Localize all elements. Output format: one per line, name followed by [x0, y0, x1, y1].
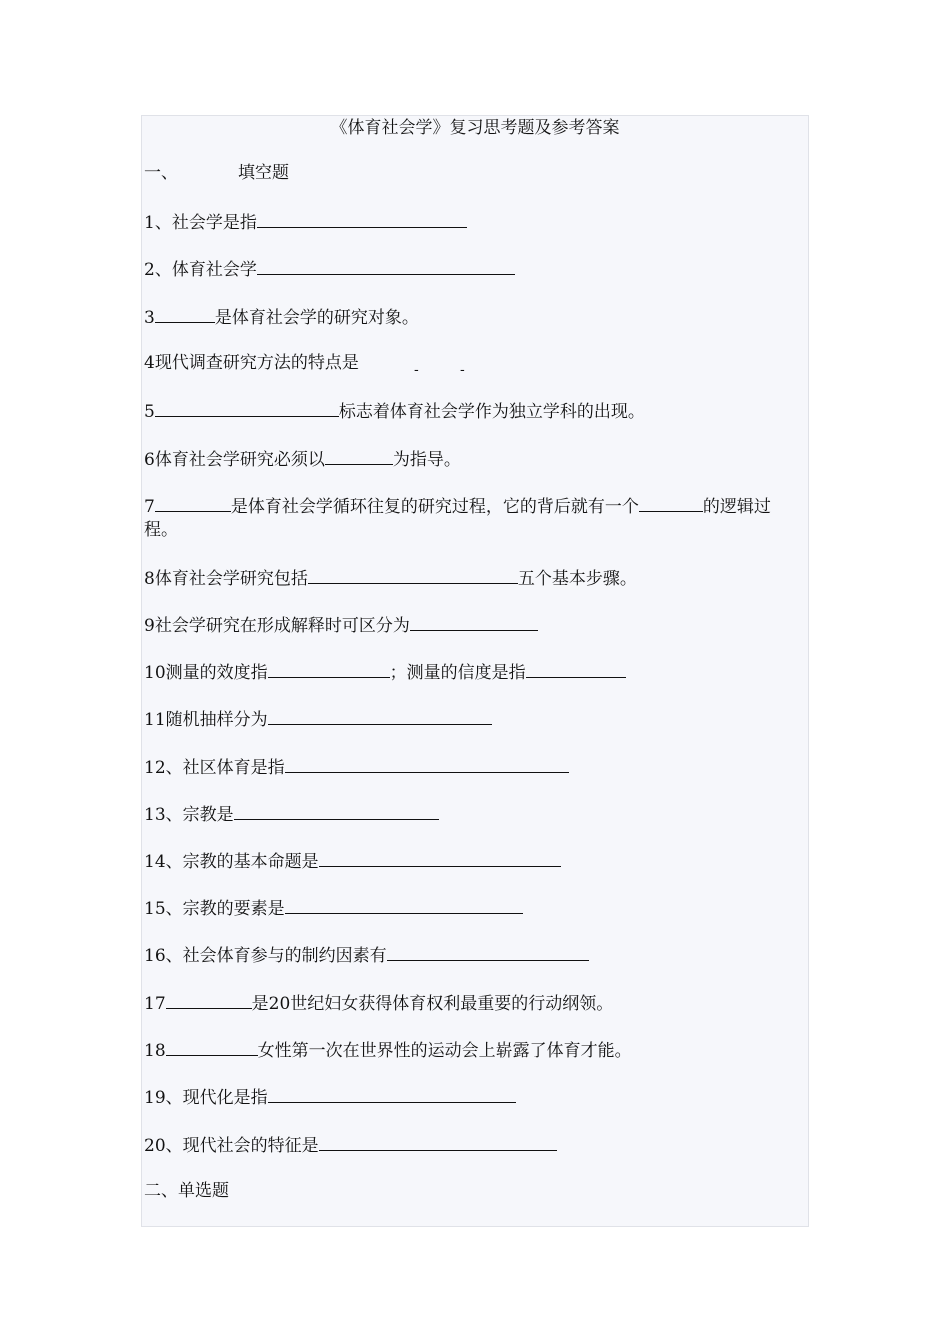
document-title: 《体育社会学》复习思考题及参考答案	[330, 118, 620, 138]
question-text: 14、宗教的基本命题是	[144, 852, 319, 872]
question-text: 1、社会学是指	[144, 213, 257, 233]
question-text: 3	[144, 308, 155, 328]
question-text: ；测量的信度是指	[389, 663, 526, 683]
answer-blank[interactable]	[410, 612, 538, 631]
question-text: 为指导。	[392, 450, 461, 470]
answer-blank[interactable]	[285, 895, 523, 914]
question-text: 12、社区体育是指	[144, 758, 285, 778]
question-text: 17	[144, 994, 166, 1014]
question-text: 女性第一次在世界性的运动会上崭露了体育才能。	[257, 1041, 632, 1061]
answer-blank[interactable]	[166, 990, 252, 1009]
answer-blank[interactable]	[155, 398, 339, 417]
question-text: 程。	[144, 520, 178, 540]
question-6	[144, 446, 461, 472]
section-single-choice: 二、单选题	[144, 1181, 229, 1201]
question-text: 7	[144, 497, 155, 517]
question-text: 19、现代化是指	[144, 1088, 268, 1108]
section-label: 填空题	[238, 163, 289, 183]
question-text: 是20世纪妇女获得体育权利最重要的行动纲领。	[251, 994, 614, 1014]
question-text: 18	[144, 1041, 166, 1061]
question-2	[144, 256, 515, 282]
answer-blank[interactable]	[155, 304, 215, 323]
question-text: 15、宗教的要素是	[144, 899, 285, 919]
question-text: 13、宗教是	[144, 805, 234, 825]
answer-blank[interactable]	[639, 493, 703, 512]
question-text: 10测量的效度指	[144, 663, 268, 683]
question-3	[144, 304, 419, 330]
section-fill-blank	[144, 161, 289, 185]
answer-blank[interactable]	[166, 1037, 258, 1056]
dash-mark: -	[414, 362, 419, 378]
answer-blank[interactable]	[319, 1132, 557, 1151]
question-8	[144, 565, 637, 591]
answer-blank[interactable]	[387, 942, 589, 961]
question-18	[144, 1037, 632, 1063]
answer-blank[interactable]	[319, 848, 561, 867]
answer-blank[interactable]	[268, 1084, 516, 1103]
question-13	[144, 801, 439, 827]
answer-blank[interactable]	[155, 493, 231, 512]
answer-blank[interactable]	[308, 565, 518, 584]
answer-blank[interactable]	[268, 706, 492, 725]
question-text: 是体育社会学循环往复的研究过程，它的背后就有一个	[230, 497, 639, 517]
question-5	[144, 398, 645, 424]
question-text: 11随机抽样分为	[144, 710, 268, 730]
question-text: 8体育社会学研究包括	[144, 569, 308, 589]
answer-blank[interactable]	[257, 209, 467, 228]
question-9	[144, 612, 538, 638]
question-19	[144, 1084, 516, 1110]
question-7	[144, 493, 771, 519]
question-text: 6体育社会学研究必须以	[144, 450, 325, 470]
section-number: 一、	[144, 163, 178, 183]
question-14	[144, 848, 561, 874]
question-text: 4现代调查研究方法的特点是	[144, 353, 359, 373]
answer-blank[interactable]	[325, 446, 393, 465]
question-16	[144, 942, 589, 968]
question-text: 五个基本步骤。	[517, 569, 637, 589]
question-text: 5	[144, 402, 155, 422]
question-7-line2	[144, 518, 178, 542]
question-20	[144, 1132, 557, 1158]
answer-blank[interactable]	[268, 659, 390, 678]
dash-mark: -	[460, 362, 465, 378]
answer-blank[interactable]	[257, 256, 515, 275]
question-text: 是体育社会学的研究对象。	[214, 308, 419, 328]
question-text: 2、体育社会学	[144, 260, 257, 280]
question-11	[144, 706, 492, 732]
question-10	[144, 659, 626, 685]
question-text: 的逻辑过	[702, 497, 771, 517]
answer-blank[interactable]	[526, 659, 626, 678]
question-4	[144, 351, 359, 375]
question-17	[144, 990, 613, 1016]
answer-blank[interactable]	[285, 754, 569, 773]
answer-blank[interactable]	[234, 801, 439, 820]
question-text: 16、社会体育参与的制约因素有	[144, 946, 387, 966]
question-15	[144, 895, 523, 921]
question-text: 20、现代社会的特征是	[144, 1136, 319, 1156]
question-1	[144, 209, 467, 235]
question-text: 9社会学研究在形成解释时可区分为	[144, 616, 410, 636]
question-text: 标志着体育社会学作为独立学科的出现。	[338, 402, 645, 422]
question-12	[144, 754, 569, 780]
